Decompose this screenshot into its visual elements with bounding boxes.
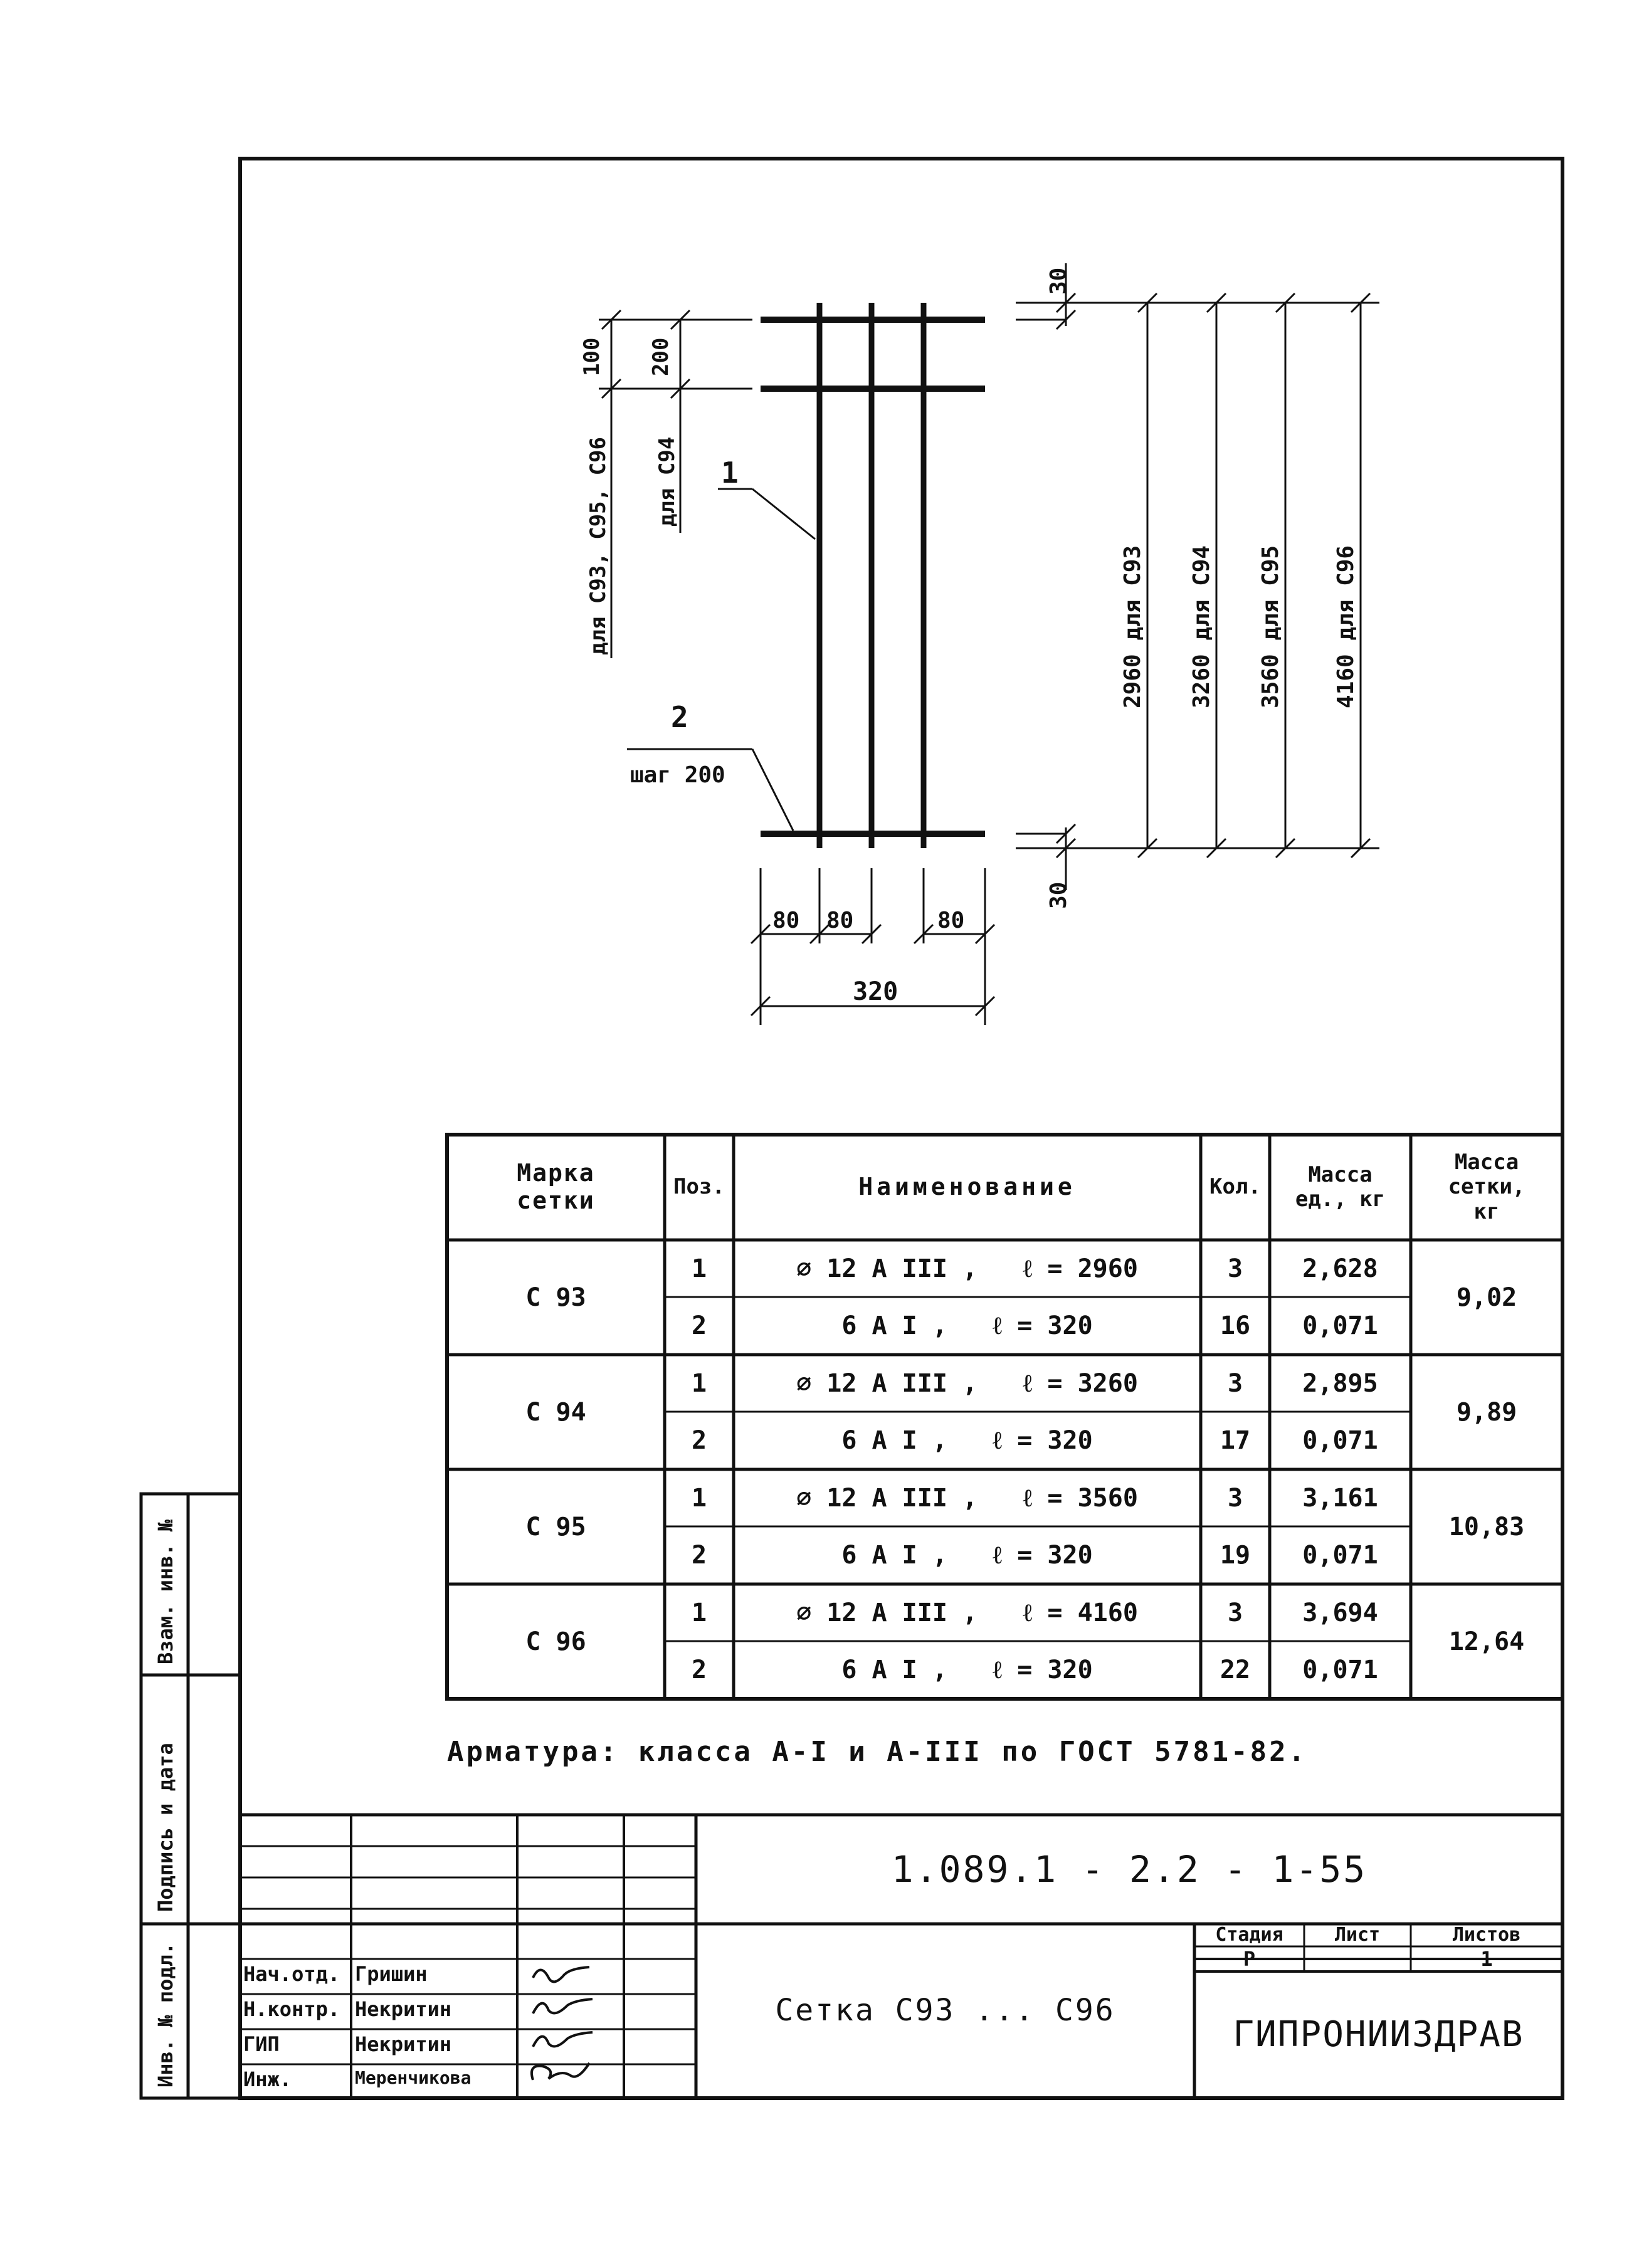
table-row-unit-mass: 2,628 <box>1302 1254 1378 1283</box>
table-row-unit-mass: 0,071 <box>1302 1656 1378 1684</box>
table-row-pos: 2 <box>691 1541 707 1570</box>
dim-100: 100 <box>579 337 604 376</box>
doc-code: 1.089.1 - 2.2 - 1-55 <box>891 1847 1367 1891</box>
signatory-role: Н.контр. <box>243 1997 340 2021</box>
sheets-value: 1 <box>1480 1946 1493 1971</box>
dim-bottom-30: 30 <box>1046 881 1072 909</box>
dim-320: 320 <box>853 977 898 1006</box>
dim-80c: 80 <box>937 908 965 933</box>
stage-label: Стадия <box>1215 1923 1283 1946</box>
signatory-name: Некритин <box>355 2032 452 2056</box>
signatory-role: Нач.отд. <box>243 1962 340 1986</box>
dim-top-30: 30 <box>1046 267 1072 295</box>
table-row-name: 6 А I , ℓ = 320 <box>841 1541 1093 1570</box>
dim-80a: 80 <box>772 908 800 933</box>
mark-c94: С 94 <box>525 1397 586 1427</box>
pos2-label: 2 <box>671 700 688 734</box>
dim-80b: 80 <box>826 908 854 933</box>
mark-c95: С 95 <box>525 1512 586 1541</box>
len-c96: 4160 для С96 <box>1333 545 1359 708</box>
table-row-name: 6 А I , ℓ = 320 <box>841 1311 1093 1340</box>
header-qty: Кол. <box>1209 1174 1261 1200</box>
side-label-sign-date: Подпись и дата <box>154 1743 177 1912</box>
table-row-pos: 2 <box>691 1656 707 1684</box>
mesh-mass-c96: 12,64 <box>1448 1627 1525 1656</box>
table-row-name: ⌀ 12 А III , ℓ = 3560 <box>796 1483 1138 1513</box>
table-row-unit-mass: 2,895 <box>1302 1368 1378 1398</box>
table-row-unit-mass: 0,071 <box>1302 1311 1378 1340</box>
pos2-step-label: шаг 200 <box>630 762 725 788</box>
signatory-name: Гришин <box>355 1962 428 1986</box>
label-c93-c95-c96: для С93, С95, С96 <box>586 437 611 655</box>
signatory-name: Меренчикова <box>355 2067 472 2088</box>
header-name: Наименование <box>858 1173 1076 1201</box>
table-row-qty: 3 <box>1227 1254 1243 1283</box>
mesh-mass-c95: 10,83 <box>1448 1512 1525 1541</box>
table-row-qty: 17 <box>1220 1426 1251 1455</box>
side-label-replace-inv: Взам. инв. № <box>154 1519 177 1664</box>
table-row-name: 6 А I , ℓ = 320 <box>841 1426 1093 1455</box>
signatures <box>532 1967 593 2080</box>
table-row-qty: 3 <box>1227 1483 1243 1513</box>
len-c94: 3260 для С94 <box>1189 545 1215 708</box>
header-mesh-mass: Масса сетки, кг <box>1448 1150 1525 1224</box>
table-row-name: 6 А I , ℓ = 320 <box>841 1656 1093 1684</box>
label-c94: для С94 <box>655 436 680 527</box>
table-row-pos: 1 <box>691 1254 707 1283</box>
mesh-mass-c93: 9,02 <box>1456 1283 1517 1312</box>
pos1-label: 1 <box>721 456 739 490</box>
mesh-mass-c94: 9,89 <box>1456 1397 1517 1427</box>
sheet-frame <box>240 159 1562 2098</box>
header-unit-mass: Масса ед., кг <box>1295 1162 1386 1212</box>
table-row-unit-mass: 3,161 <box>1302 1483 1378 1513</box>
table-row-qty: 3 <box>1227 1598 1243 1627</box>
table-row-unit-mass: 0,071 <box>1302 1426 1378 1455</box>
table-row-qty: 3 <box>1227 1368 1243 1398</box>
sheet-label: Лист <box>1334 1923 1381 1946</box>
drawing-title: Сетка С93 ... С96 <box>775 1993 1115 2029</box>
organization: ГИПРОНИИЗДРАВ <box>1233 2013 1524 2055</box>
len-c95: 3560 для С95 <box>1258 545 1283 708</box>
mark-c96: С 96 <box>525 1627 586 1656</box>
table-row-pos: 1 <box>691 1368 707 1398</box>
table-row-qty: 16 <box>1220 1311 1251 1340</box>
sheet-value <box>1304 1946 1411 1971</box>
table-row-pos: 2 <box>691 1311 707 1340</box>
table-row-qty: 22 <box>1220 1656 1251 1684</box>
header-pos: Поз. <box>673 1174 725 1200</box>
table-row-unit-mass: 0,071 <box>1302 1541 1378 1570</box>
dim-200: 200 <box>648 337 673 376</box>
side-label-inv-orig: Инв. № подл. <box>154 1942 177 2087</box>
table-row-unit-mass: 3,694 <box>1302 1598 1378 1627</box>
table-row-pos: 2 <box>691 1426 707 1455</box>
table-row-qty: 19 <box>1220 1541 1251 1570</box>
table-row-pos: 1 <box>691 1598 707 1627</box>
signatory-role: Инж. <box>243 2067 292 2091</box>
table-row-pos: 1 <box>691 1483 707 1513</box>
signatory-name: Некритин <box>355 1997 452 2021</box>
mark-c93: С 93 <box>525 1283 586 1312</box>
table-row-name: ⌀ 12 А III , ℓ = 3260 <box>796 1368 1138 1398</box>
signatory-role: ГИП <box>243 2032 280 2056</box>
table-row-name: ⌀ 12 А III , ℓ = 2960 <box>796 1254 1138 1283</box>
table-row-name: ⌀ 12 А III , ℓ = 4160 <box>796 1598 1138 1627</box>
stage-value: Р <box>1243 1946 1256 1971</box>
header-mark: Марка сетки <box>517 1159 595 1214</box>
reinforcement-note: Арматура: класса А-I и А-III по ГОСТ 5781-82. <box>447 1735 1308 1768</box>
len-c93: 2960 для С93 <box>1120 545 1146 708</box>
sheets-label: Листов <box>1452 1923 1521 1946</box>
